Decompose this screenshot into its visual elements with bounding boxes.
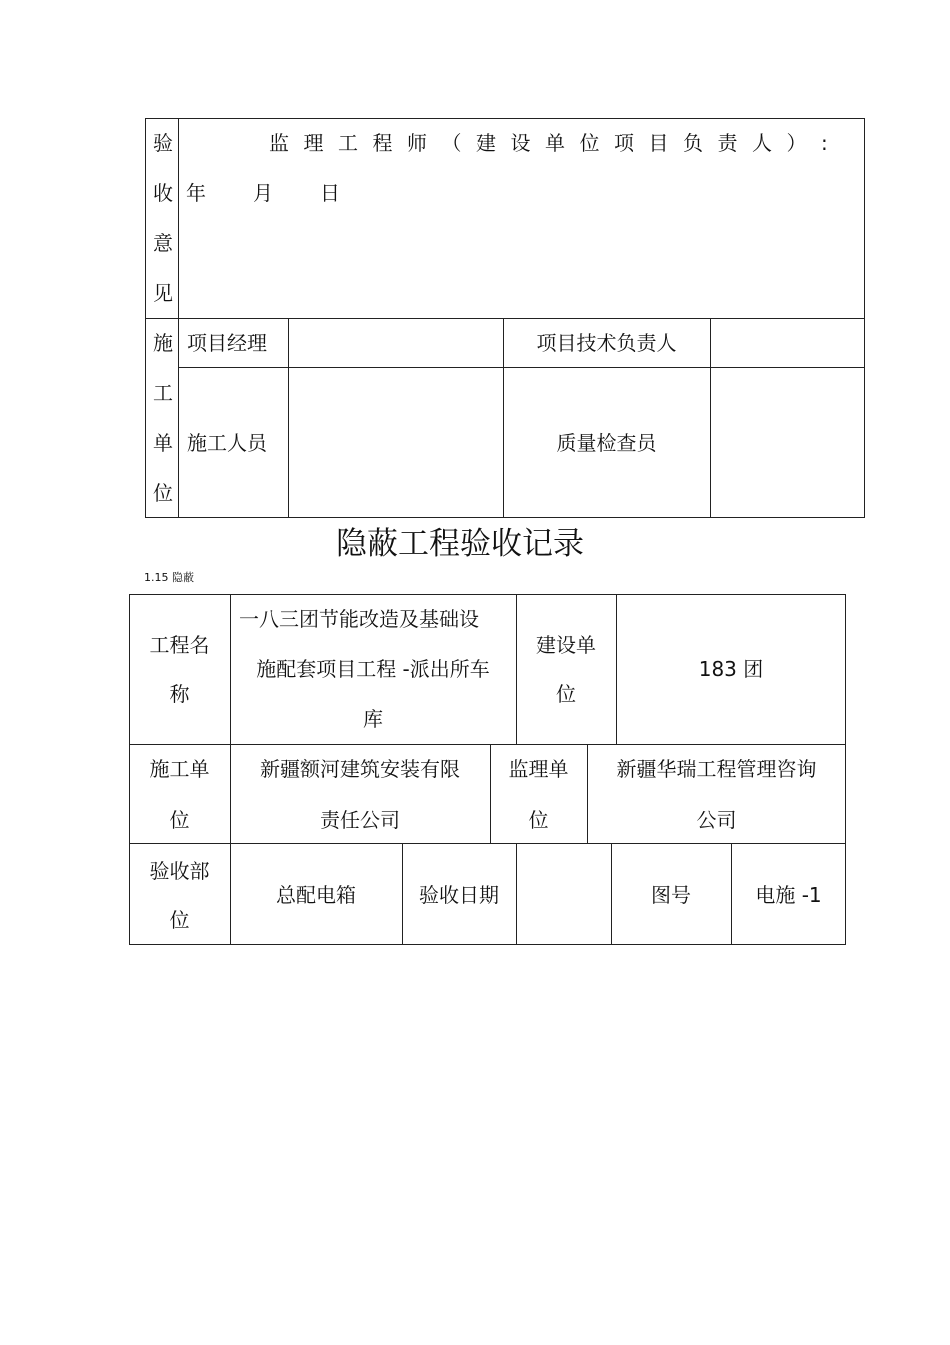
project-name-value: 一八三团节能改造及基础设 [239, 607, 479, 631]
supervisor-unit-value: 新疆华瑞工程管理咨询 [616, 757, 817, 781]
supervisor-unit-value: 公司 [696, 808, 737, 832]
construction-unit-label: 施 工 单 位 [153, 331, 173, 505]
record-table-col-divider [516, 594, 517, 744]
inspection-date-label: 验收日期 [419, 883, 499, 907]
acceptance-opinion-label: 验 收 意 见 [153, 131, 173, 305]
drawing-number-label: 图号 [651, 883, 691, 907]
contractor-value: 责任公司 [320, 808, 400, 832]
record-table-row-divider [129, 843, 846, 844]
supervisor-unit-label: 监理单 [508, 757, 569, 781]
record-table-col-divider [516, 843, 517, 945]
date-year: 年 [186, 181, 206, 205]
drawing-number-value: 电施 -1 [755, 883, 822, 907]
supervisor-unit-label: 位 [528, 808, 549, 832]
upper-table-row-divider [178, 367, 865, 368]
owner-unit-label: 建设单 [536, 633, 596, 657]
contractor-label: 施工单 [149, 757, 210, 781]
contractor-value: 新疆额河建筑安装有限 [260, 757, 460, 781]
owner-unit-label: 位 [556, 682, 576, 706]
project-name-label: 称 [169, 682, 190, 706]
inspection-part-label: 验收部 [149, 859, 210, 883]
project-name-value: 库 [363, 707, 383, 731]
upper-table-row-divider [145, 318, 865, 319]
supervisor-signature-line: 监理工程师（建设单位项目负责人）: [269, 131, 843, 155]
date-month: 月 [253, 181, 273, 205]
upper-table-col-divider [178, 118, 179, 518]
page-title: 隐蔽工程验收记录 [336, 526, 584, 562]
upper-table-col-divider [288, 318, 289, 518]
contractor-label: 位 [169, 808, 190, 832]
construction-staff-label: 施工人员 [187, 431, 267, 455]
inspection-part-value: 总配电箱 [276, 883, 356, 907]
inspection-part-label: 位 [169, 908, 190, 932]
record-table-row-divider [129, 744, 846, 745]
quality-inspector-label: 质量检查员 [556, 431, 657, 455]
upper-table-col-divider [710, 318, 711, 518]
tech-lead-label: 项目技术负责人 [536, 331, 677, 355]
owner-unit-value: 183 团 [698, 657, 764, 681]
document-code: 1.15 隐蔽 [144, 571, 194, 584]
project-manager-label: 项目经理 [187, 331, 267, 355]
project-name-value: 施配套项目工程 -派出所车 [256, 657, 490, 681]
project-name-label: 工程名 [149, 633, 210, 657]
date-day: 日 [320, 181, 340, 205]
